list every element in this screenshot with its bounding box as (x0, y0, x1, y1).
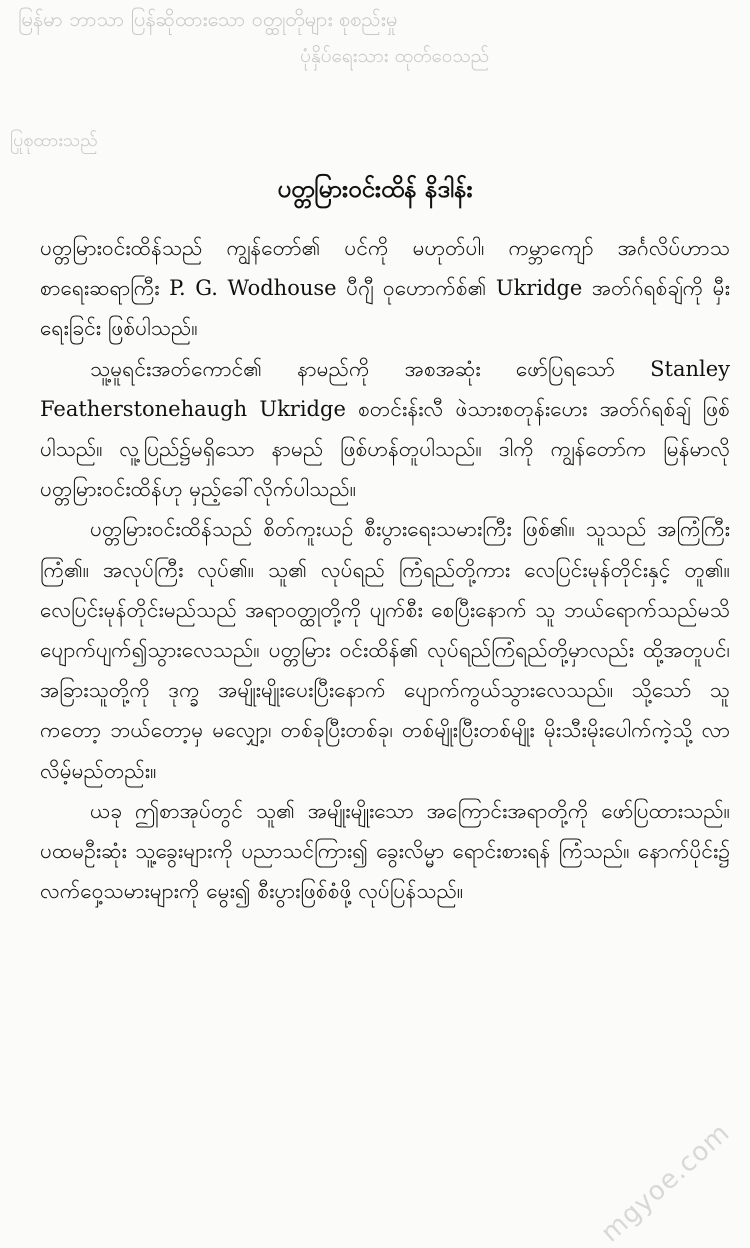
paragraph-3: ပတ္တမြားဝင်းထိန်သည် စိတ်ကူးယဉ် စီးပွားရေးသမားကြီး ဖြစ်၏။ သူသည် အကြံကြီး ကြံ၏။ အလုပ်ကြီး လုပ်၏။ သူ၏ လုပ်ရည် ကြံရည်တို့ကား လေပြင်းမုန်တိုင်းနှင့် တူ၏။ လေပြင်းမုန်တိုင်းမည်သည် အရာဝတ္ထုတို့ကို ပျက်စီး စေပြီးနောက် သူ ဘယ်ရောက်သည်မသိ ပျောက်ပျက်၍သွားလေသည်။ ပတ္တမြား ဝင်းထိန်၏ လုပ်ရည်ကြံရည်တို့မှာလည်း ထို့အတူပင်၊ အခြားသူတို့ကို ဒုက္ခ အမျိုးမျိုးပေးပြီးနောက် ပျောက်ကွယ်သွားလေသည်။ သို့သော် သူကတော့ ဘယ်တော့မှ မလျှော့၊ တစ်ခုပြီးတစ်ခု၊ တစ်မျိုးပြီးတစ်မျိုး မိုးသီးမိုးပေါက်ကဲ့သို့ လာလိမ့်မည်တည်း။ (40, 517, 730, 783)
bleed-through-header: ပြုစုထားသည် (10, 130, 98, 151)
bleed-through-line-2: ပုံနှိပ်ရေးသား ထုတ်ဝေသည် (300, 45, 490, 67)
paragraph-1: ပတ္တမြားဝင်းထိန်သည် ကျွန်တော်၏ ပင်ကို မဟုတ်ပါ၊ ကမ္ဘာကျော် အင်္ဂလိပ်ဟာသ စာရေးဆရာကြီး P. G. Wodhouse ပီဂျီ ဝုဟောက်စ်၏ Ukridge အတ်ဂ်ရစ်ချ်ကို မှီးရေးခြင်း ဖြစ်ပါသည်။ (40, 236, 730, 341)
body-text (40, 228, 730, 911)
bleed-through-line-1: မြန်မာ ဘာသာ ပြန်ဆိုထားသော ဝတ္ထုတိုများ စုစည်းမှု (18, 7, 398, 31)
page-title: ပတ္တမြားဝင်းထိန် နိဒါန်း (277, 174, 473, 203)
paragraph-4: ယခု ဤစာအုပ်တွင် သူ၏ အမျိုးမျိုးသော အကြောင်းအရာတို့ကို ဖော်ပြထားသည်။ ပထမဦးဆုံး သူ့ခွေးများကို ပညာသင်ကြား၍ ခွေးလိမ္မာ ရောင်းစားရန် ကြံသည်။ နောက်ပိုင်း၌ လက်ဝှေ့သမားများကို မွေး၍ စီးပွားဖြစ်စံဖို့ လုပ်ပြန်သည်။ (40, 798, 730, 904)
paragraph-2: သူ့မူရင်းအတ်ကောင်၏ နာမည်ကို အစအဆုံး ဖော်ပြရသော် Stanley Featherstonehaugh Ukridge စတင်းန်းလီ ဖဲသားစတုန်းဟေး အတ်ဂ်ရစ်ချ် ဖြစ်ပါသည်။ လူ့ပြည်၌မရှိသော နာမည် ဖြစ်ဟန်တူပါသည်။ ဒါကို ကျွန်တော်က မြန်မာလို ပတ္တမြားဝင်းထိန်ဟု မှည့်ခေါ်လိုက်ပါသည်။ (40, 356, 730, 502)
watermark: mgyoe.com (595, 1117, 736, 1248)
